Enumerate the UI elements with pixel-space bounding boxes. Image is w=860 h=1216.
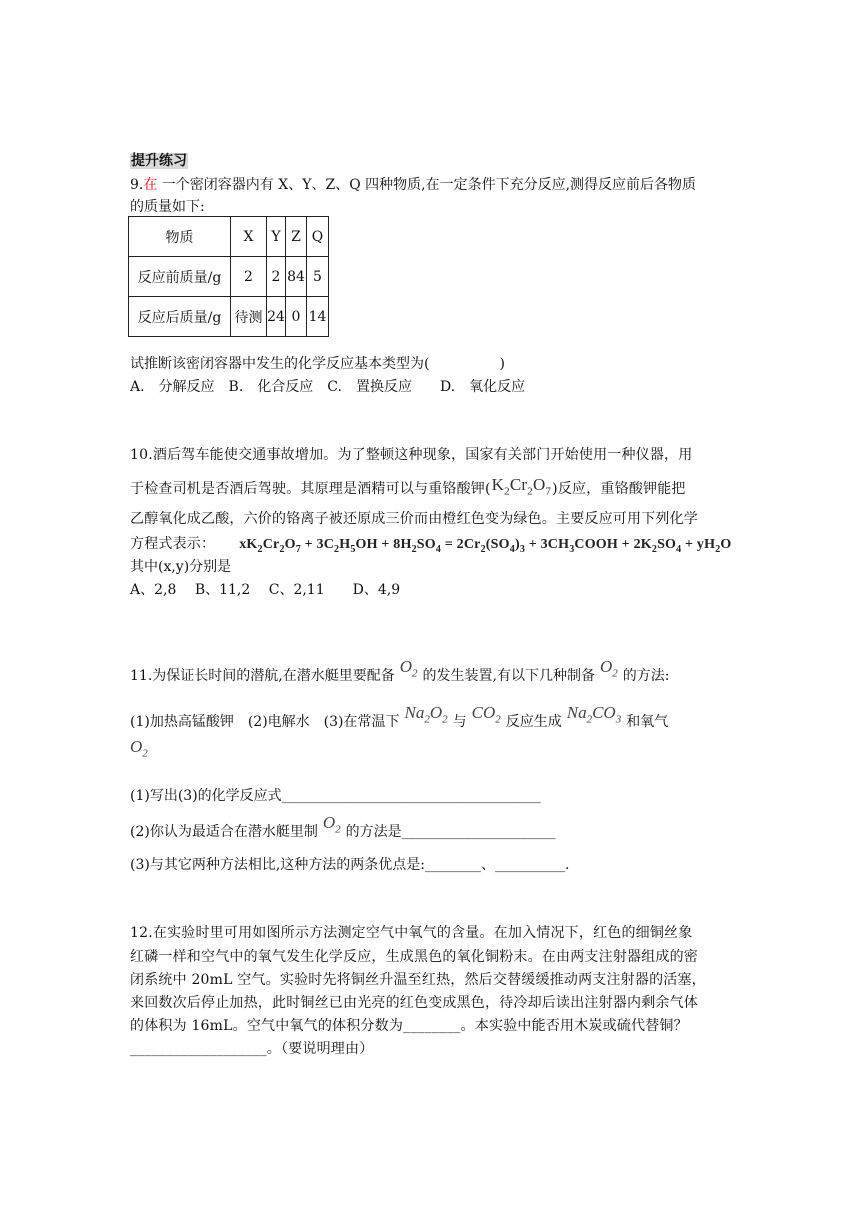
q11-line1 (130, 657, 670, 690)
q11-line1-a: 11.为保证长时间的潜航,在潜水艇里要配备 (130, 668, 395, 684)
formula-co2: $CO_2$ (471, 703, 501, 726)
formula-na2co3: $Na_2CO_3$ (566, 703, 622, 726)
q11-sub1: (1)写出(3)的化学反应式_____________________________________ (130, 788, 541, 804)
q11-line2-b: 与 (452, 714, 467, 730)
q10-line2-post: )反应，重铬酸钾能把 (552, 481, 686, 497)
q11-sub2-a: (2)你认为最适合在潜水艇里制 (130, 824, 318, 840)
q11-line2 (130, 703, 669, 736)
table-cell: 2 (231, 257, 267, 297)
table-header-row (129, 217, 329, 257)
q11-line1-c: 的方法: (622, 668, 670, 684)
q11-sub2-b: 的方法是______________________ (345, 824, 556, 840)
formula-o2: $O_2$ (599, 657, 618, 680)
q9-question: 试推断该密闭容器中发生的化学反应基本类型为( ) (130, 356, 505, 372)
q10-line3: 乙醇氧化成乙酸，六价的铬离子被还原成三价而由橙红色变为绿色。主要反应可用下列化学 (130, 511, 698, 527)
q10-line1: 10.酒后驾车能使交通事故增加。为了整顿这种现象，国家有关部门开始使用一种仪器，用 (130, 447, 693, 463)
q9-stem-line2: 的质量如下: (130, 199, 205, 215)
q12-line6: ___________________。（要说明理由） (130, 1041, 374, 1057)
q11-line2-c: 反应生成 (505, 714, 562, 730)
formula-o2: $O_2$ (130, 737, 148, 760)
table-cell: X (231, 217, 267, 257)
q9-options: A. 分解反应 B. 化合反应 C. 置换反应 D. 氧化反应 (130, 379, 526, 395)
table-cell: 14 (307, 297, 329, 337)
table-cell: 5 (307, 257, 329, 297)
q10-line2-pre: 于检查司机是否酒后驾驶。其原理是酒精可以与重铬酸钾( (130, 481, 491, 497)
q11-line2-a: (1)加热高锰酸钾 (2)电解水 (3)在常温下 (130, 714, 400, 730)
table-cell: Q (307, 217, 329, 257)
q9-highlight: 在 (143, 177, 158, 193)
q11-line1-b: 的发生装置,有以下几种制备 (422, 668, 595, 684)
formula-o2: $O_2$ (322, 813, 341, 836)
table-cell: 0 (286, 297, 307, 337)
section-heading: 提升练习 (131, 153, 187, 169)
table-cell: 反应后质量/g (129, 297, 231, 337)
table-cell: 84 (286, 257, 307, 297)
q12-line2: 红磷一样和空气中的氧气发生化学反应，生成黑色的氧化铜粉末。在由两支注射器组成的密 (130, 949, 698, 965)
q11-line2-d: 和氧气 (626, 714, 669, 730)
q12-line3: 闭系统中 20mL 空气。实验时先将铜丝升温至红热，然后交替缓缓推动两支注射器的活塞， (130, 972, 706, 988)
q10-line4 (130, 535, 732, 559)
table-row (129, 257, 329, 297)
table-row (129, 297, 329, 337)
table-cell: 物质 (129, 217, 231, 257)
q11-sub2 (130, 813, 556, 846)
table-cell: 待测 (231, 297, 267, 337)
q10-line4-pre: 方程式表示： (130, 536, 216, 552)
q9-number: 9. (130, 177, 144, 193)
q10-options: A、2,8 B、11,2 C、2,11 D、4,9 (130, 582, 401, 598)
section-heading-row (130, 152, 188, 170)
table-cell: 24 (267, 297, 286, 337)
q12-line4: 来回数次后停止加热，此时铜丝已由光亮的红色变成黑色，待冷却后读出注射器内剩余气体 (130, 995, 698, 1011)
q9-stem-text1: 一个密闭容器内有 X、Y、Z、Q 四种物质,在一定条件下充分反应,测得反应前后各物质 (157, 177, 697, 193)
q9-mass-table (128, 216, 329, 337)
q12-line5: 的体积为 16mL。空气中氧气的体积分数为________。本实验中能否用木炭或硫代替铜？ (130, 1018, 688, 1034)
q10-line5: 其中(x,y)分别是 (130, 559, 232, 575)
table-cell: Z (286, 217, 307, 257)
q10-line2 (130, 475, 686, 503)
formula-na2o2: $Na_2O_2$ (404, 703, 448, 726)
table-cell: 2 (267, 257, 286, 297)
table-cell: Y (267, 217, 286, 257)
q11-line3 (130, 737, 153, 770)
q9-stem-line1 (130, 176, 696, 194)
formula-k2cr2o7: $K_2Cr_2O_7$ (491, 475, 552, 498)
q10-equation: $xK_2Cr_2O_7 + 3C_2H_5OH + 8H_2SO_4 = 2Cr_2(SO_4)_3$ + $3CH_3COOH + 2K_2SO_4 + yH_2O$ (239, 537, 732, 555)
table-cell: 反应前质量/g (129, 257, 231, 297)
q12-line1: 12.在实验时里可用如图所示方法测定空气中氧气的含量。在加入情况下，红色的细铜丝象 (130, 925, 693, 941)
formula-o2: $O_2$ (399, 657, 418, 680)
q11-sub3: (3)与其它两种方法相比,这种方法的两条优点是:________、__________. (130, 857, 570, 873)
